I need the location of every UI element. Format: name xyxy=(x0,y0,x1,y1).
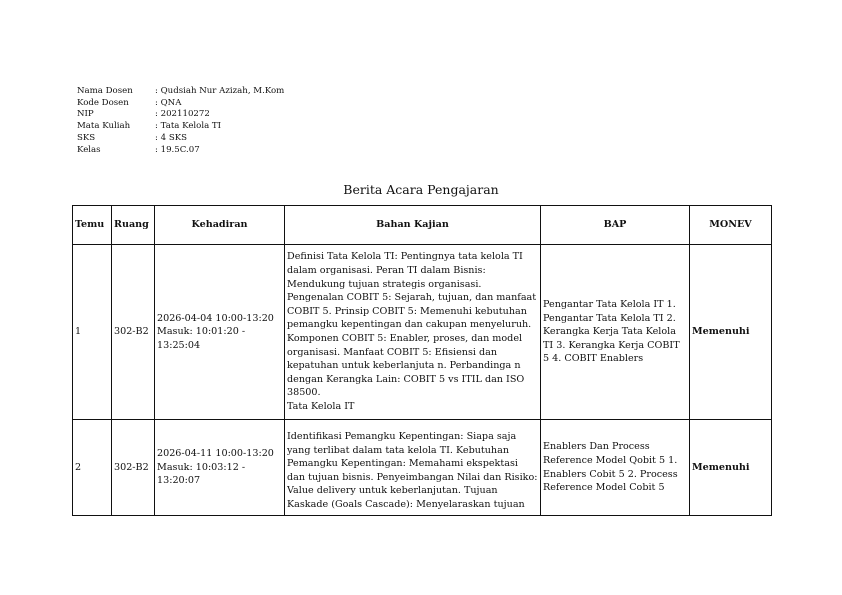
cell-kehadiran: 2026-04-11 10:00-13:20 Masuk: 10:03:12 - 13:20:07 xyxy=(155,420,285,516)
info-row-kode-dosen xyxy=(77,98,284,110)
header-monev: MONEV xyxy=(690,206,772,245)
bahan-kajian-topic: Tata Kelola IT xyxy=(287,400,355,412)
cell-ruang: 302-B2 xyxy=(112,245,155,420)
header-temu: Temu xyxy=(73,206,112,245)
info-label: SKS xyxy=(77,132,96,143)
table-row xyxy=(73,245,772,420)
info-label: Kelas xyxy=(77,144,101,155)
info-label: Kode Dosen xyxy=(77,97,129,108)
info-label: NIP xyxy=(77,109,94,120)
lecturer-info xyxy=(77,86,284,156)
cell-bap: Enablers Dan Process Reference Model Qobit 5 1. Enablers Cobit 5 2. Process Reference Model Cobit 5 xyxy=(541,420,690,516)
cell-bahan-kajian xyxy=(285,245,541,420)
info-value: : Qudsiah Nur Azizah, M.Kom xyxy=(155,86,285,96)
header-kehadiran: Kehadiran xyxy=(155,206,285,245)
info-value: : Tata Kelola TI xyxy=(155,121,222,132)
cell-monev: Memenuhi xyxy=(690,420,772,516)
cell-monev: Memenuhi xyxy=(690,245,772,420)
info-row-kelas xyxy=(77,145,284,157)
header-bap: BAP xyxy=(541,206,690,245)
cell-kehadiran: 2026-04-04 10:00-13:20 Masuk: 10:01:20 - 13:25:04 xyxy=(155,245,285,420)
bahan-kajian-text: Identifikasi Pemangku Kepentingan: Siapa saja yang terlibat dalam tata kelola TI. Kebutuhan Pemangku Kepentingan: Memahami ekspektasi dan tujuan bisnis. Penyeimbangan Nilai dan Risiko: Value delivery untuk keberlanjutan. Tujuan Kaskade (Goals Cascade): Menyelaraskan tujuan xyxy=(287,431,538,510)
info-label: Mata Kuliah xyxy=(77,121,131,132)
info-row-mata-kuliah xyxy=(77,121,284,133)
table-row xyxy=(73,420,772,516)
info-value: : 4 SKS xyxy=(155,132,188,143)
info-value: : 19.5C.07 xyxy=(155,144,200,155)
page-title: Berita Acara Pengajaran xyxy=(343,182,499,197)
cell-temu: 1 xyxy=(73,245,112,420)
cell-ruang: 302-B2 xyxy=(112,420,155,516)
cell-bahan-kajian xyxy=(285,420,541,516)
table-header-row xyxy=(73,206,772,245)
info-row-nip xyxy=(77,109,284,121)
cell-bap: Pengantar Tata Kelola IT 1. Pengantar Tata Kelola TI 2. Kerangka Kerja Tata Kelola TI 3. Kerangka Kerja COBIT 5 4. COBIT Enablers xyxy=(541,245,690,420)
info-row-nama-dosen xyxy=(77,86,284,98)
bap-table xyxy=(72,205,772,516)
info-value: : 202110272 xyxy=(155,109,210,120)
header-ruang: Ruang xyxy=(112,206,155,245)
bahan-kajian-text: Definisi Tata Kelola TI: Pentingnya tata kelola TI dalam organisasi. Peran TI dalam Bisnis: Mendukung tujuan strategis organisasi. Pengenalan COBIT 5: Sejarah, tujuan, dan manfaat COBIT 5. Prinsip COBIT 5: Memenuhi kebutuhan pemangku kepentingan dan cakupan menyeluruh. Komponen COBIT 5: Enabler, proses, dan model organisasi. Manfaat COBIT 5: Efisiensi dan kepatuhan untuk keberlanjuta n. Perbandinga n dengan Kerangka Lain: COBIT 5 vs ITIL dan ISO 38500. xyxy=(287,251,537,399)
cell-temu: 2 xyxy=(73,420,112,516)
header-bahan-kajian: Bahan Kajian xyxy=(285,206,541,245)
info-value: : QNA xyxy=(155,97,182,108)
info-row-sks xyxy=(77,133,284,145)
info-label: Nama Dosen xyxy=(77,86,133,96)
